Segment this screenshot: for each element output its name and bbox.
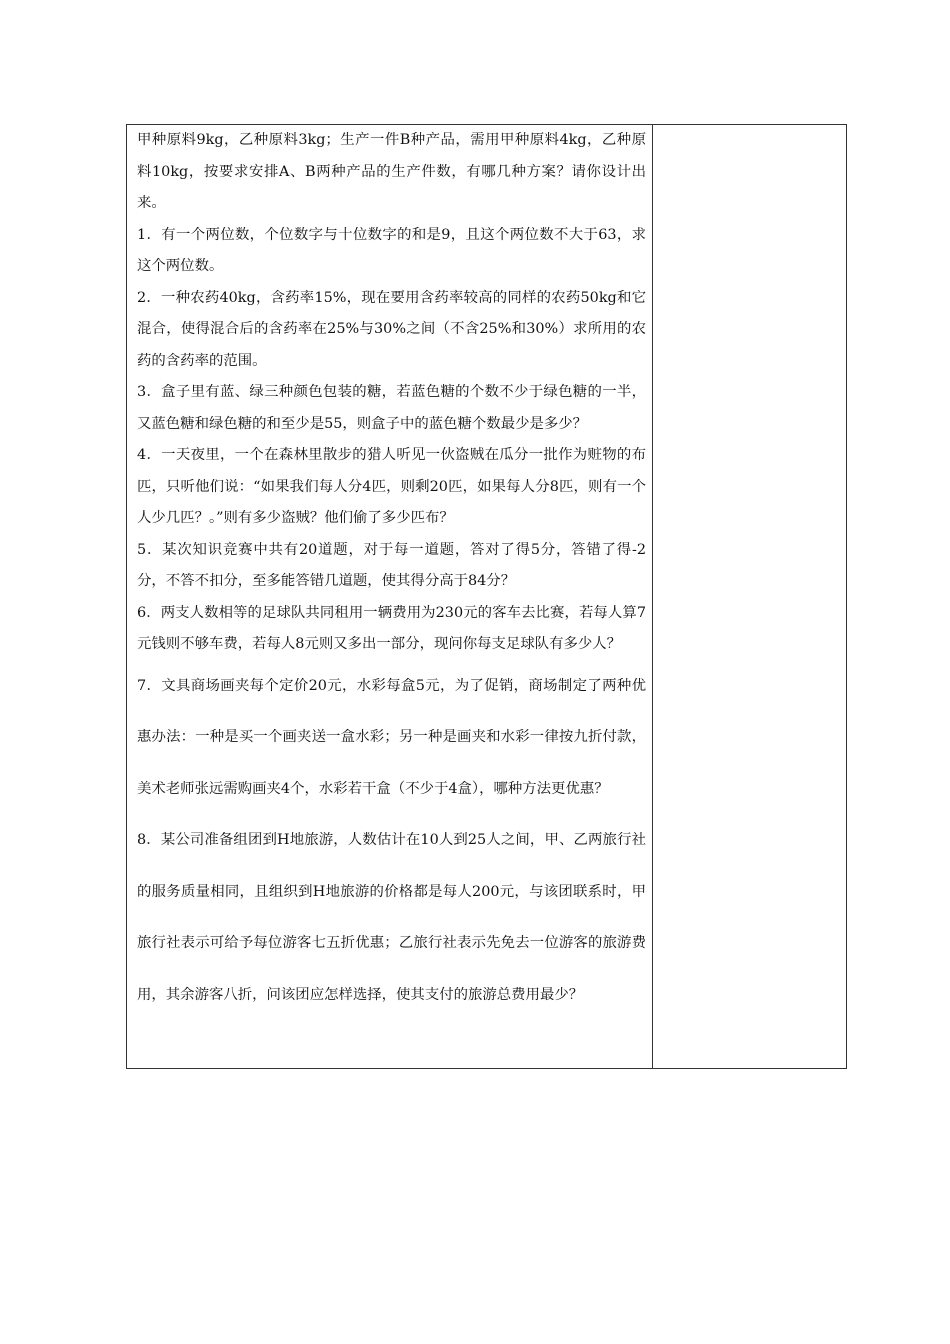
problem-3: 3．盒子里有蓝、绿三种颜色包装的糖，若蓝色糖的个数不少于绿色糖的一半，又蓝色糖和绿色糖的和至少是55，则盒子中的蓝色糖个数最少是多少？ bbox=[137, 384, 646, 432]
intro-paragraph: 甲种原料9kg，乙种原料3kg；生产一件B种产品，需用甲种原料4kg，乙种原料10kg，按要求安排A、B两种产品的生产件数，有哪几种方案？请你设计出来。 bbox=[137, 132, 646, 211]
problem-6: 6．两支人数相等的足球队共同租用一辆费用为230元的客车去比赛，若每人算7元钱则不够车费，若每人8元则又多出一部分，现问你每支足球队有多少人？ bbox=[137, 604, 646, 652]
notes-cell bbox=[653, 125, 846, 1068]
problems-cell bbox=[127, 125, 653, 1068]
problem-1: 1．有一个两位数，个位数字与十位数字的和是9，且这个两位数不大于63，求这个两位数。 bbox=[137, 226, 646, 274]
problem-7: 7．文具商场画夹每个定价20元，水彩每盒5元，为了促销，商场制定了两种优惠办法：一种是买一个画夹送一盒水彩；另一种是画夹和水彩一律按九折付款，美术老师张远需购画夹4个，水彩若干盒（不少于4盒），哪种方法更优惠？ bbox=[137, 677, 646, 797]
worksheet-table bbox=[126, 124, 847, 1069]
problem-8: 8．某公司准备组团到H地旅游，人数估计在10人到25人之间，甲、乙两旅行社的服务质量相同，且组织到H地旅游的价格都是每人200元，与该团联系时，甲旅行社表示可给予每位游客七五折优惠；乙旅行社表示先免去一位游客的旅游费用，其余游客八折，问该团应怎样选择，使其支付的旅游总费用最少？ bbox=[137, 832, 646, 1003]
problem-4: 4．一天夜里，一个在森林里散步的猎人听见一伙盗贼在瓜分一批作为赃物的布匹，只听他们说：“如果我们每人分4匹，则剩20匹，如果每人分8匹，则有一个人少几匹？。”则有多少盗贼？他们偷了多少匹布？ bbox=[137, 447, 646, 526]
problem-5: 5．某次知识竞赛中共有20道题，对于每一道题，答对了得5分，答错了得-2分，不答不扣分，至多能答错几道题，使其得分高于84分？ bbox=[137, 541, 646, 589]
problem-2: 2．一种农药40kg，含药率15%，现在要用含药率较高的同样的农药50kg和它混合，使得混合后的含药率在25%与30%之间（不含25%和30%）求所用的农药的含药率的范围。 bbox=[137, 289, 646, 369]
